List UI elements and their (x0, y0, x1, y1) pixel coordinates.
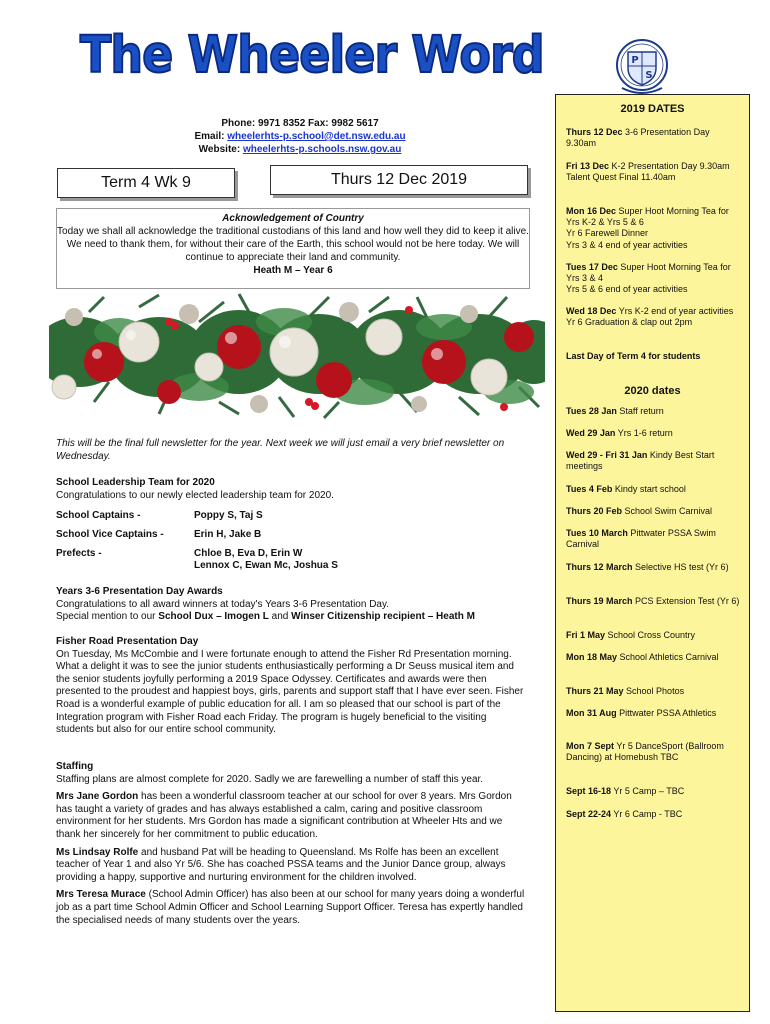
date-text: Pittwater PSSA Swim Carnival (566, 528, 716, 550)
intro-note: This will be the final full newsletter for the year. Next week we will just email a very brief newsletter on Wednesday. (56, 438, 505, 462)
email-line (170, 130, 430, 143)
date-extra: Yrs 5 & 6 end of year activities (566, 284, 688, 295)
date-label: Tues 28 Jan (566, 406, 617, 416)
date-item (566, 506, 742, 517)
awards-line-2b: and (268, 611, 292, 623)
date-item (566, 686, 742, 697)
leadership-text: Congratulations to our newly elected leadership team for 2020. (56, 490, 334, 501)
date-label: Mon 7 Sept (566, 741, 615, 751)
leadership-names-prefects-2: Lennox C, Ewan Mc, Joshua S (194, 560, 338, 571)
date-item (566, 562, 742, 573)
leadership-names-prefects: Chloe B, Eva D, Erin W (194, 548, 303, 559)
staff-gordon-text: has been a wonderful classroom teacher at our school for over 8 years. Mrs Gordon has taught a variety of grades and has always established a calm, caring and positive classroom environment for her students. Mrs Gordon has made a significant contribution at Wheeler Hts and we thank her sincerely for her commitment to public education. (56, 791, 512, 840)
date-text: School Cross Country (605, 630, 696, 640)
date-item (566, 306, 742, 328)
date-item (566, 484, 742, 495)
date-text: Yr 5 DanceSport (Ballroom Dancing) at Homebush TBC (566, 741, 724, 763)
date-extra: Yr 6 Farewell Dinner (566, 228, 649, 239)
leadership-role-vice-captains: School Vice Captains - (56, 529, 164, 540)
staffing-text: Staffing plans are almost complete for 2020. Sadly we are farewelling a number of staff this year. (56, 773, 484, 785)
issue-date-box: Thurs 12 Dec 2019 (270, 165, 528, 195)
date-label: Wed 29 - Fri 31 Jan (566, 450, 648, 460)
phone-fax: Phone: 9971 8352 Fax: 9982 5617 (221, 118, 379, 129)
date-label: Thurs 20 Feb (566, 506, 623, 516)
dates-2019-heading: 2019 DATES (620, 103, 685, 115)
school-dux: School Dux – Imogen L (158, 611, 269, 623)
date-label: Fri 1 May (566, 630, 606, 640)
date-text: Super Hoot Morning Tea for Yrs 3 & 4 (566, 262, 731, 284)
date-label: Thurs 21 May (566, 686, 624, 696)
dates-2020-heading: 2020 dates (624, 385, 681, 397)
date-label: Mon 16 Dec (566, 206, 617, 216)
staff-rolfe (56, 847, 526, 885)
date-extra: Talent Quest Final 11.40am (566, 172, 676, 183)
leadership-role-prefects: Prefects - (56, 548, 102, 559)
date-label: Last Day of Term 4 for students (566, 351, 701, 361)
date-text: Super Hoot Morning Tea for Yrs K-2 & Yrs 5 & 6 (566, 206, 729, 228)
date-label: Thurs 12 March (566, 562, 633, 572)
date-text: Selective HS test (Yr 6) (632, 562, 729, 572)
date-text: K-2 Presentation Day 9.30am (609, 161, 730, 171)
date-item (566, 741, 742, 763)
email-link[interactable]: wheelerhts-p.school@det.nsw.edu.au (227, 131, 406, 142)
email-label: Email: (194, 131, 228, 142)
date-text: Kindy Best Start meetings (566, 450, 715, 472)
date-text: Pittwater PSSA Athletics (616, 708, 717, 718)
date-label: Tues 17 Dec (566, 262, 618, 272)
date-item (566, 596, 742, 607)
date-label: Tues 4 Feb (566, 484, 613, 494)
date-item (566, 262, 742, 296)
date-text: Yr 6 Camp - TBC (611, 809, 683, 819)
date-label: Mon 18 May (566, 652, 618, 662)
acknowledgement-text: Today we shall all acknowledge the traditional custodians of this land and how well they did to keep it alive. We need to thank them, for without their care of the Earth, this school would not be here today. We will continue to appreciate their land and community. (57, 226, 529, 263)
date-text: School Photos (623, 686, 685, 696)
date-label: Wed 18 Dec (566, 306, 617, 316)
date-item (566, 206, 742, 251)
date-item (566, 351, 742, 362)
awards-section (56, 586, 546, 624)
date-text: PCS Extension Test (Yr 6) (632, 596, 740, 606)
date-item (566, 406, 742, 417)
date-text: Yrs K-2 end of year activities (616, 306, 734, 316)
fisher-road-section (56, 636, 526, 737)
date-text: Staff return (616, 406, 664, 416)
fisher-text: On Tuesday, Ms McCombie and I were fortunate enough to attend the Fisher Rd Presentation morning. What a delight it was to see the junior students enthusiastically performing a Dr Seuss musical item and the senior students joyfully performing a 2019 Space Odyssey. Certificates and awards were then presented to the proudest and happiest boys, girls, parents and support staff that I have ever seen. Fisher Road is a wonderful example of public education for all. I am so pleased that our school is part of the Integration program with Fisher Road each Friday. The program is hugely beneficial to the visiting students but also for our entire school community. (56, 648, 524, 736)
date-text: School Athletics Carnival (617, 652, 719, 662)
date-item (566, 652, 742, 663)
staff-rolfe-name: Ms Lindsay Rolfe (56, 846, 139, 858)
awards-line-2 (56, 611, 546, 624)
staff-murace-name: Mrs Teresa Murace (56, 889, 146, 901)
acknowledgement-box (56, 208, 530, 289)
date-item (566, 161, 742, 183)
date-item (566, 127, 742, 149)
leadership-names-captains: Poppy S, Taj S (194, 510, 263, 521)
dates-sidebar (555, 94, 750, 1012)
awards-heading: Years 3-6 Presentation Day Awards (56, 586, 223, 597)
leadership-heading: School Leadership Team for 2020 (56, 477, 215, 488)
staff-murace (56, 889, 526, 927)
date-label: Fri 13 Dec (566, 161, 610, 171)
staff-murace-text: (School Admin Officer) has also been at our school for many years doing a wonderful job as a part time School Admin Officer and School Learning Support Officer. Teresa has expertly handled the specialised needs of many students over the years. (56, 889, 525, 926)
winser-citizenship: Winser Citizenship recipient – Heath M (291, 611, 475, 623)
crest-letter-p: P (631, 55, 639, 66)
date-item (566, 450, 742, 472)
website-link[interactable]: wheelerhts-p.schools.nsw.gov.au (242, 144, 402, 155)
leadership-names-vice-captains: Erin H, Jake B (194, 529, 262, 540)
date-item (566, 708, 742, 719)
date-label: Sept 22-24 (566, 809, 612, 819)
awards-line-2a: Special mention to our (56, 611, 159, 623)
crest-letter-s: S (645, 70, 653, 81)
date-item (566, 809, 742, 820)
date-text: 3-6 Presentation Day 9.30am (566, 127, 710, 149)
date-text: Kindy start school (612, 484, 686, 494)
date-item (566, 528, 742, 550)
staff-gordon-name: Mrs Jane Gordon (56, 791, 139, 803)
date-text: Yr 5 Camp – TBC (611, 786, 685, 796)
date-label: Mon 31 Aug (566, 708, 617, 718)
website-line (170, 143, 430, 156)
date-item (566, 630, 742, 641)
newsletter-title: The Wheeler Word (80, 26, 544, 85)
date-item (566, 428, 742, 439)
date-item (566, 786, 742, 797)
leadership-role-captains: School Captains - (56, 510, 141, 521)
date-extra-2: Yrs 3 & 4 end of year activities (566, 239, 688, 250)
date-label: Sept 16-18 (566, 786, 612, 796)
staff-gordon (56, 791, 526, 841)
contact-block (170, 117, 430, 156)
staffing-heading: Staffing (56, 761, 94, 772)
awards-line-1: Congratulations to all award winners at today's Years 3-6 Presentation Day. (56, 598, 390, 610)
acknowledgement-title: Acknowledgement of Country (222, 213, 364, 224)
acknowledgement-author: Heath M – Year 6 (253, 265, 333, 276)
date-label: Tues 10 March (566, 528, 628, 538)
date-label: Wed 29 Jan (566, 428, 616, 438)
staffing-section (56, 761, 526, 927)
date-label: Thurs 19 March (566, 596, 633, 606)
fisher-heading: Fisher Road Presentation Day (56, 636, 199, 647)
date-label: Thurs 12 Dec (566, 127, 623, 137)
school-crest-logo (612, 38, 672, 96)
christmas-garland-image (49, 292, 545, 420)
date-text: School Swim Carnival (622, 506, 713, 516)
staff-rolfe-text: and husband Pat will be heading to Queensland. Ms Rolfe has been an excellent teacher of Year 1 and also Yr 5/6. She has coached PSSA teams and the Junior Dance group, always providing a happy, supportive and nurturing environment for the children involved. (56, 846, 506, 883)
date-text: Yrs 1-6 return (615, 428, 673, 438)
website-label: Website: (198, 144, 243, 155)
term-week-box: Term 4 Wk 9 (57, 168, 235, 198)
date-extra: Yr 6 Graduation & clap out 2pm (566, 317, 693, 328)
